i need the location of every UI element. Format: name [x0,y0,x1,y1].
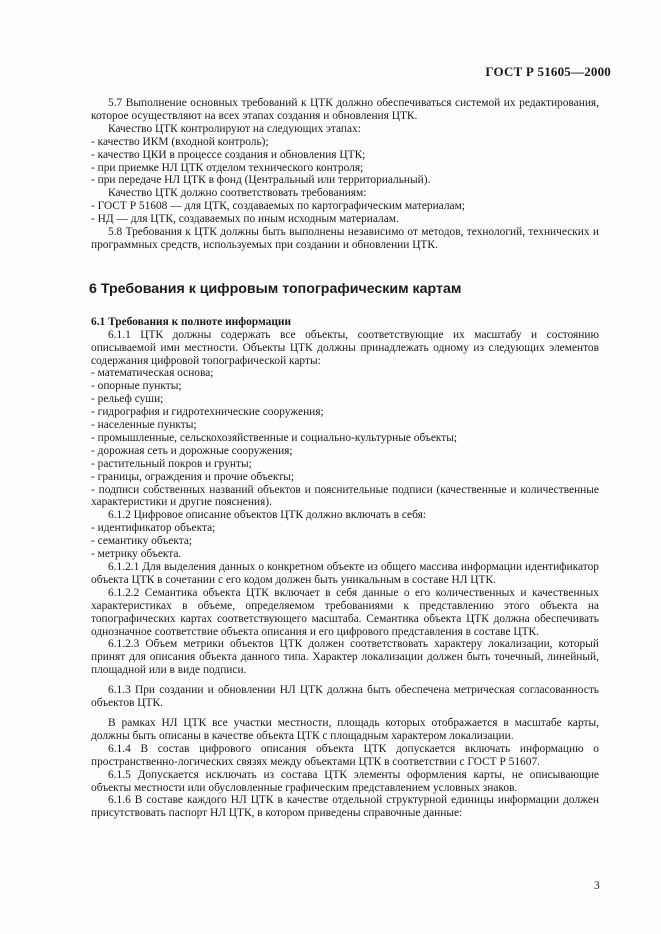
list-item: - промышленные, сельскохозяйственные и социально-культурные объекты; [91,431,458,444]
section-6-title: 6 Требования к цифровым топографическим картам [89,280,462,297]
list-item: - при приемке НЛ ЦТК отделом технического контроля; [91,161,364,174]
paragraph-6-1-2-2: 6.1.2.2 Семантика объекта ЦТК включает в себя данные о его количественных и качественных характеристиках в объеме, определяемом требованиями к представлению этого объекта на топографических картах соответствующего масштаба. Семантика объекта ЦТК должна обеспечивать однозначное соответствие объекта описания и его цифрового представления в составе ЦТК. [91,586,599,638]
control-intro: Качество ЦТК контролируют на следующих этапах: [108,122,361,135]
list-item: - растительный покров и грунты; [91,457,252,470]
list-item: - качество ИКМ (входной контроль); [91,135,269,148]
paragraph-6-1-2-3: 6.1.2.3 Объем метрики объектов ЦТК должен соответствовать характеру локализации, который принят для описания объекта данного типа. Характер локализации должен быть точечный, линейный, площадной или в виде подписи. [91,638,599,677]
list-item: - НД — для ЦТК, создаваемых по иным исходным материалам. [91,213,399,226]
list-item: - дорожная сеть и дорожные сооружения; [91,444,293,457]
requirements-intro: Качество ЦТК должно соответствовать требованиям: [108,187,367,200]
paragraph-6-1-4: 6.1.4 В состав цифрового описания объекта ЦТК допускается включать информацию о пространственно-логических связях между объектами ЦТК в соответствии с ГОСТ Р 51607. [91,742,599,768]
document-header: ГОСТ Р 51605—2000 [485,64,611,79]
list-item: - ГОСТ Р 51608 — для ЦТК, создаваемых по картографическим материалам; [91,200,465,213]
list-item: - при передаче НЛ ЦТК в фонд (Центральный или территориальный). [91,174,431,187]
list-item: - гидрография и гидротехнические сооружения; [91,406,324,419]
paragraph-5-8: 5.8 Требования к ЦТК должны быть выполнены независимо от методов, технологий, технических и программных средств, используемых при создании и обновлении ЦТК. [91,226,599,251]
list-item: - идентификатор объекта; [91,522,216,535]
list-item: - математическая основа; [91,367,214,380]
list-item: - границы, ограждения и прочие объекты; [91,470,295,483]
list-item: - рельеф суши; [91,393,164,406]
paragraph-6-1-1: 6.1.1 ЦТК должны содержать все объекты, соответствующие их масштабу и состоянию описываемой ими местности. Объекты ЦТК должны принадлежать одному из следующих элементов содержания цифровой топографической карты: [91,328,599,367]
page-number: 3 [594,880,600,892]
paragraph-6-1-2: 6.1.2 Цифровое описание объектов ЦТК должно включать в себя: [108,509,427,522]
paragraph-6-1-5: 6.1.5 Допускается исключать из состава ЦТК элементы оформления карты, не описывающие объекты местности или обусловленные графическим представлением условных знаков. [91,768,599,794]
paragraph-6-1-3: 6.1.3 При создании и обновлении НЛ ЦТК должна быть обеспечена метрическая согласованность объектов ЦТК. [91,684,599,710]
paragraph-5-7: 5.7 Выполнение основных требований к ЦТК должно обеспечиваться системой их редактирования, которое осуществляют на всех этапах создания и обновления ЦТК. [91,97,599,122]
paragraph-6-1-6: 6.1.6 В составе каждого НЛ ЦТК в качестве отдельной структурной единицы информации должен присутствовать паспорт НЛ ЦТК, в котором приведены справочные данные: [91,794,599,820]
list-item: - метрику объекта. [91,548,182,561]
subsection-6-1-title: 6.1 Требования к полноте информации [91,315,292,328]
page-body [91,97,599,820]
list-item: - населенные пункты; [91,419,197,432]
list-item: - качество ЦКИ в процессе создания и обновления ЦТК; [91,148,366,161]
list-item: - подписи собственных названий объектов и пояснительные подписи (качественные и количественные характеристики и другие пояснения). [91,483,599,509]
paragraph-6-1-2-1: 6.1.2.1 Для выделения данных о конкретном объекте из общего массива информации идентификатор объекта ЦТК в сочетании с его кодом должен быть уникальным в составе НЛ ЦТК. [91,561,599,586]
list-item: - опорные пункты; [91,380,182,393]
list-item: - семантику объекта; [91,535,193,548]
paragraph-6-1-3-b: В рамках НЛ ЦТК все участки местности, площадь которых отображается в масштабе карты, должны быть описаны в качестве объекта ЦТК с площадным характером локализации. [91,716,599,742]
